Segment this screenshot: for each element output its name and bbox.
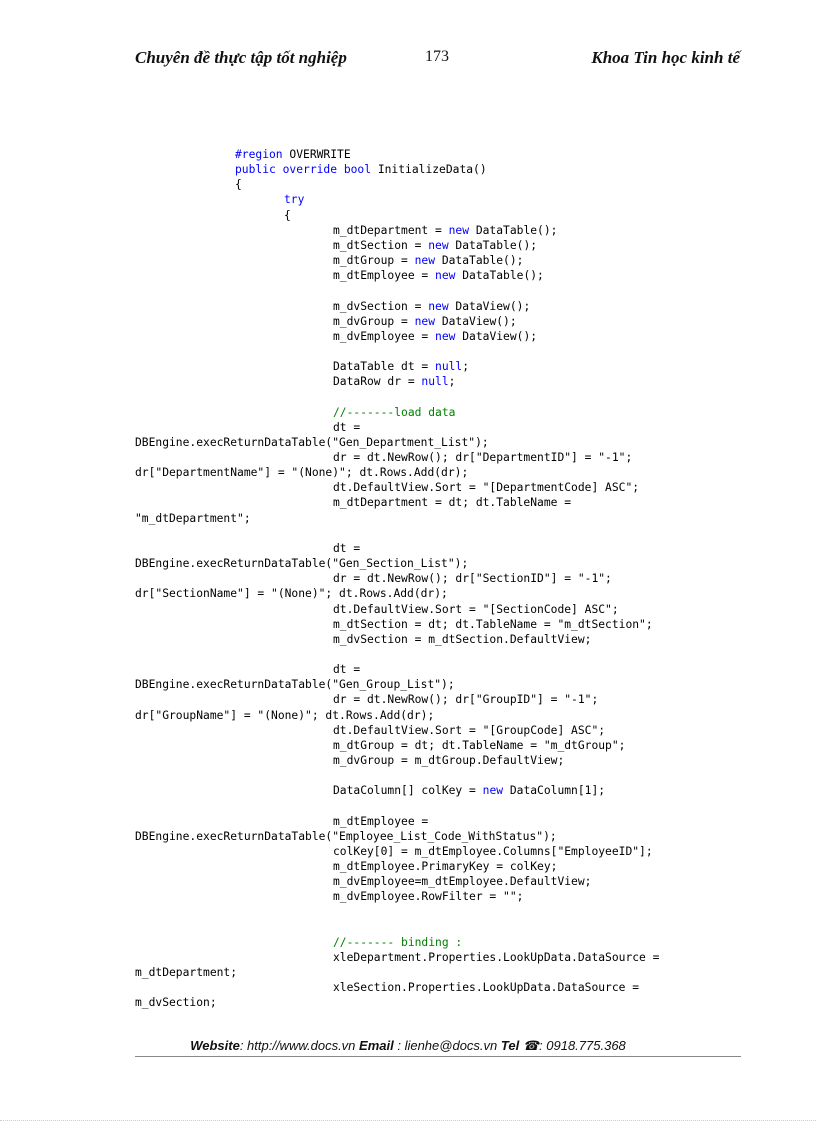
code-line — [235, 162, 487, 177]
code-line — [333, 238, 537, 253]
code-line — [333, 617, 653, 632]
code-line — [135, 511, 251, 526]
code-text: ; — [462, 360, 470, 374]
code-text: m_dtDepartment; — [135, 966, 238, 980]
code-keyword: new — [482, 784, 504, 798]
footer-email-label: Email — [359, 1038, 394, 1053]
code-keyword: new — [414, 314, 436, 328]
phone-icon: ☎ — [522, 1038, 540, 1053]
code-text: dr["DepartmentName"] = "(None)"; dt.Rows.Add(dr); — [135, 466, 469, 480]
footer-tel-label: Tel — [500, 1038, 520, 1053]
code-keyword: new — [428, 299, 449, 313]
code-keyword: public override bool — [235, 163, 372, 177]
code-text: m_dvEmployee=m_dtEmployee.DefaultView; — [333, 875, 592, 889]
code-text: m_dvEmployee = — [333, 329, 436, 343]
code-text: dt.DefaultView.Sort = "[GroupCode] ASC"; — [333, 723, 606, 737]
code-line — [333, 253, 523, 268]
code-keyword: new — [435, 269, 456, 283]
code-line — [235, 147, 351, 162]
code-comment: //------- binding : — [333, 935, 463, 949]
page-number: 173 — [425, 48, 449, 65]
code-text: dr["SectionName"] = "(None)"; dt.Rows.Add(dr); — [135, 587, 448, 601]
code-line — [284, 192, 304, 207]
code-line — [333, 692, 598, 707]
code-line — [333, 602, 619, 617]
code-line — [333, 571, 612, 586]
code-text: DataTable(); — [448, 238, 538, 252]
code-text: OVERWRITE — [282, 148, 351, 161]
code-text: dr["GroupName"] = "(None)"; dt.Rows.Add(dr); — [135, 708, 435, 722]
code-line — [333, 329, 537, 344]
code-text: DBEngine.execReturnDataTable("Employee_List_Code_WithStatus"); — [135, 829, 557, 843]
code-text: DataColumn[1]; — [503, 784, 606, 798]
code-text: m_dvSection = m_dtSection.DefaultView; — [333, 632, 592, 646]
code-text: DataColumn[] colKey = — [333, 784, 483, 798]
code-text: m_dvGroup = m_dtGroup.DefaultView; — [333, 754, 565, 767]
code-line — [333, 299, 530, 314]
code-text: m_dtEmployee = — [333, 814, 429, 828]
code-text: dt = — [333, 663, 361, 677]
code-text: { — [284, 208, 291, 222]
code-line — [333, 859, 557, 874]
code-keyword: #region — [235, 148, 283, 161]
code-line — [333, 889, 523, 904]
code-text: { — [235, 178, 242, 192]
code-text: ; — [448, 375, 456, 389]
code-keyword: new — [435, 329, 456, 343]
footer-website: : http://www.docs.vn — [239, 1038, 356, 1053]
code-text: m_dtDepartment = dt; dt.TableName = — [333, 496, 572, 510]
code-text: dr = dt.NewRow(); dr["GroupID"] = "-1"; — [333, 693, 599, 707]
code-line — [333, 223, 557, 238]
code-line — [333, 980, 639, 995]
code-keyword: null — [435, 360, 463, 374]
page-edge-divider — [0, 1120, 816, 1121]
footer — [0, 1038, 816, 1054]
code-text: DBEngine.execReturnDataTable("Gen_Section_List"); — [135, 557, 469, 571]
code-line — [135, 586, 448, 601]
code-text: DataTable(); — [469, 223, 558, 237]
code-line — [333, 632, 591, 647]
code-line — [135, 965, 237, 980]
footer-website-label: Website — [190, 1038, 240, 1053]
code-line — [333, 844, 653, 859]
code-text: dt.DefaultView.Sort = "[DepartmentCode] ASC"; — [333, 481, 640, 495]
code-line — [333, 814, 428, 829]
code-text: m_dtGroup = — [333, 254, 415, 268]
code-line — [333, 541, 360, 556]
header-title: Chuyên đề thực tập tốt nghiệp — [135, 48, 347, 67]
code-keyword: try — [284, 193, 305, 207]
footer-divider — [135, 1056, 741, 1057]
code-line — [135, 465, 468, 480]
code-text: "m_dtDepartment"; — [135, 511, 251, 525]
code-text: m_dtSection = — [333, 238, 429, 252]
code-line — [284, 208, 291, 223]
code-text: m_dtDepartment = — [333, 223, 449, 237]
footer-email: : lienhe@docs.vn — [393, 1038, 498, 1053]
code-line — [333, 783, 605, 798]
code-text: InitializeData() — [371, 163, 487, 177]
code-line — [333, 662, 360, 677]
code-keyword: new — [414, 254, 436, 268]
code-line — [135, 829, 557, 844]
code-text: m_dtEmployee = — [333, 269, 436, 283]
code-text: DataView(); — [448, 299, 531, 313]
code-line — [333, 935, 462, 950]
code-text: DataTable dt = — [333, 360, 436, 374]
code-keyword: new — [428, 238, 449, 252]
code-text: m_dvSection; — [135, 996, 217, 1010]
code-line — [333, 359, 469, 374]
code-line — [333, 874, 591, 889]
code-text: colKey[0] = m_dtEmployee.Columns["EmployeeID"]; — [333, 844, 653, 858]
code-line — [135, 995, 217, 1010]
code-text: m_dtEmployee.PrimaryKey = colKey; — [333, 860, 558, 874]
code-text: m_dvSection = — [333, 299, 429, 313]
code-text: DataView(); — [435, 314, 517, 328]
code-line — [135, 708, 434, 723]
code-line — [333, 450, 632, 465]
code-text: m_dvGroup = — [333, 314, 415, 328]
code-text: DBEngine.execReturnDataTable("Gen_Department_List"); — [135, 435, 489, 449]
code-line — [135, 556, 468, 571]
code-text: DBEngine.execReturnDataTable("Gen_Group_List"); — [135, 678, 455, 692]
header-department: Khoa Tin học kinh tế — [591, 48, 740, 67]
code-text: m_dtSection = dt; dt.TableName = "m_dtSection"; — [333, 617, 653, 631]
code-line — [135, 435, 489, 450]
code-text: m_dtGroup = dt; dt.TableName = "m_dtGroup"; — [333, 738, 626, 752]
code-line — [333, 420, 360, 435]
code-text: DataView(); — [455, 329, 538, 343]
code-line — [333, 753, 564, 768]
code-text: m_dvEmployee.RowFilter = ""; — [333, 890, 524, 904]
code-keyword: null — [421, 375, 449, 389]
code-text: DataTable(); — [455, 269, 544, 283]
code-line — [333, 374, 455, 389]
code-comment: //-------load data — [333, 405, 456, 419]
code-line — [333, 314, 517, 329]
code-keyword: new — [448, 223, 470, 237]
code-text: DataRow dr = — [333, 375, 422, 389]
code-text: dr = dt.NewRow(); dr["DepartmentID"] = "-1"; — [333, 451, 633, 464]
code-text: dr = dt.NewRow(); dr["SectionID"] = "-1"; — [333, 572, 612, 586]
code-text: xleSection.Properties.LookUpData.DataSource = — [333, 981, 640, 995]
code-line — [333, 480, 639, 495]
footer-tel: : 0918.775.368 — [539, 1038, 626, 1053]
code-text: DataTable(); — [435, 254, 524, 268]
code-line — [333, 268, 544, 283]
code-line — [333, 405, 455, 420]
code-text: dt.DefaultView.Sort = "[SectionCode] ASC"; — [333, 602, 619, 616]
code-text: dt = — [333, 420, 361, 434]
code-line — [333, 738, 625, 753]
code-line — [135, 677, 455, 692]
code-text: dt = — [333, 541, 361, 555]
code-line — [333, 950, 659, 965]
code-line — [333, 723, 605, 738]
code-line — [333, 495, 571, 510]
code-line — [235, 177, 242, 192]
code-text: xleDepartment.Properties.LookUpData.DataSource = — [333, 950, 660, 964]
